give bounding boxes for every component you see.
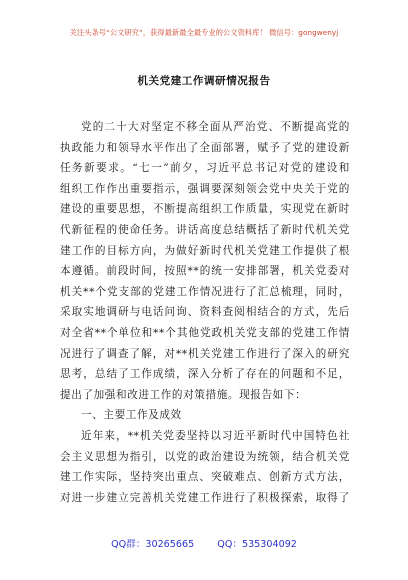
paragraph-1 (60, 117, 350, 405)
paragraph-line: 机关**个党支部的党建工作情况进行了汇总梳理，同时， (60, 285, 350, 298)
paragraph-line: 会主义思想为指引，以党的政治建设为统领，结合机关党 (60, 450, 350, 463)
document-body (60, 117, 350, 508)
paragraph-line: 代新征程的使命任务。讲话高度总结概括了新时代机关党 (60, 223, 350, 236)
paragraph-line: 建工作实际，坚持突出重点、突破难点、创新方式方法， (60, 471, 350, 484)
section-heading-text: 一、主要工作及成效 (81, 409, 182, 422)
footer-qq-group: QQ群：30265665 (111, 539, 195, 550)
paragraph-line: 对全省**个单位和**个其他党政机关党支部的党建工作情 (60, 326, 350, 339)
paragraph-line: 任务新要求。“七一”前夕，习近平总书记对党的建设和 (60, 162, 350, 175)
paragraph-2 (60, 426, 350, 508)
document-title: 机关党建工作调研情况报告 (137, 75, 271, 87)
paragraph-line: 况进行了调查了解，对**机关党建工作进行了深入的研究 (60, 347, 350, 360)
header-note: 关注头条号“公文研究”，获得最新最全最专业的公文资料库！ 微信号：gongwenyj (69, 28, 339, 37)
section-heading-1 (60, 405, 350, 426)
paragraph-line: 建工作的目标方向，为做好新时代机关党建工作提供了根 (60, 244, 350, 257)
paragraph-line: 近年来，**机关党委坚持以习近平新时代中国特色社 (81, 429, 350, 442)
paragraph-line: 思考，总结了工作成绩，深入分析了存在的问题和不足， (60, 368, 350, 381)
paragraph-line: 提出了加强和改进工作的对策措施。现报告如下： (60, 388, 307, 401)
paragraph-line: 采取实地调研与电话问询、资料查阅相结合的方式，先后 (60, 306, 350, 319)
footer-qq: QQ：535304092 (217, 539, 297, 550)
paragraph-line: 建设的重要思想，不断提高组织工作质量，实现党在新时 (60, 203, 350, 216)
paragraph-line: 执政能力和领导水平作出了全面部署，赋予了党的建设新 (60, 141, 350, 154)
paragraph-line: 组织工作作出重要指示，强调要深刻领会党中央关于党的 (60, 182, 350, 195)
paragraph-line: 党的二十大对坚定不移全面从严治党、不断提高党的 (81, 121, 350, 133)
paragraph-line: 本遵循。前段时间，按照**的统一安排部署，机关党委对 (60, 265, 350, 278)
footer-contact (0, 536, 408, 550)
paragraph-line: 对进一步建立完善机关党建工作进行了积极探索，取得了 (60, 491, 350, 504)
